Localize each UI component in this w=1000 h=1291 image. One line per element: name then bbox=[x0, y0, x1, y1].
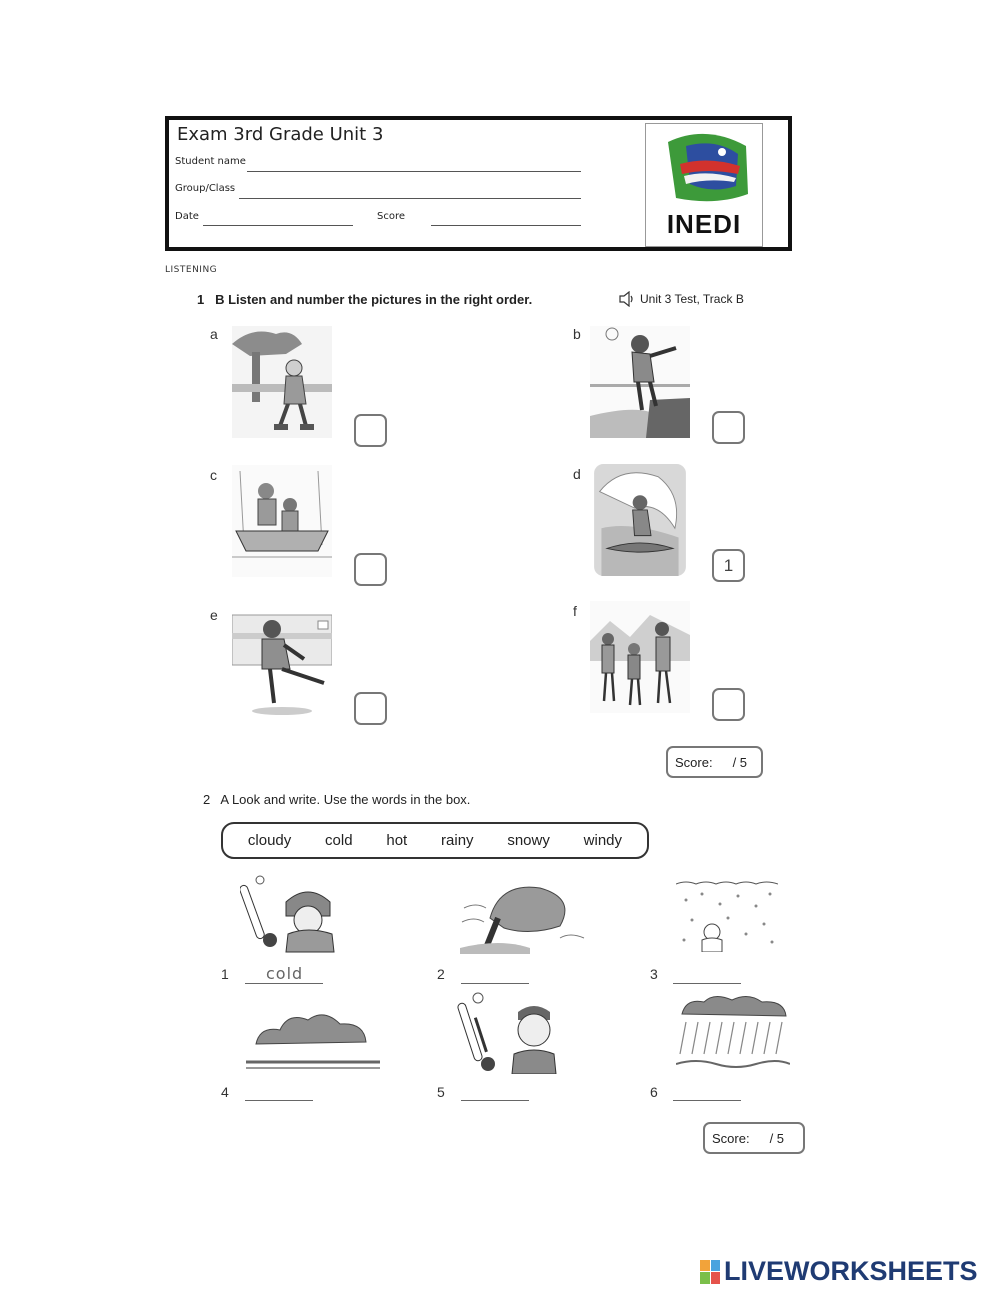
exercise2-score-total: / 5 bbox=[769, 1130, 785, 1146]
speaker-icon[interactable] bbox=[618, 291, 636, 307]
group-class-label: Group/Class bbox=[175, 183, 236, 194]
write-line-2[interactable] bbox=[461, 983, 529, 984]
hot-thermometer-boy-picture bbox=[456, 990, 568, 1074]
word-cold: cold bbox=[325, 832, 353, 849]
exam-header bbox=[165, 116, 792, 251]
diving-boy-picture bbox=[590, 326, 690, 438]
word-rainy: rainy bbox=[441, 832, 474, 849]
answer-box-a[interactable] bbox=[354, 414, 387, 447]
snowy-snowman-picture bbox=[676, 880, 778, 952]
liveworksheets-brand[interactable] bbox=[700, 1256, 978, 1287]
fishing-kids-boat-picture bbox=[232, 465, 332, 577]
score-label: Score bbox=[377, 211, 406, 222]
write-line-6[interactable] bbox=[673, 1100, 741, 1101]
exercise1-score-total: / 5 bbox=[732, 754, 748, 770]
answer-box-d[interactable]: 1 bbox=[712, 549, 745, 582]
inedi-emblem-icon bbox=[646, 124, 763, 214]
write-line-5[interactable] bbox=[461, 1100, 529, 1101]
item-letter-e: e bbox=[210, 607, 218, 623]
answer-box-b[interactable] bbox=[712, 411, 745, 444]
item-letter-a: a bbox=[210, 326, 218, 342]
exercise2-score-label: Score: bbox=[712, 1130, 750, 1146]
brand-name: LIVEWORKSHEETS bbox=[724, 1256, 978, 1286]
item-number-5: 5 bbox=[437, 1084, 445, 1100]
exam-title: Exam 3rd Grade Unit 3 bbox=[177, 124, 384, 145]
logo-tile-1 bbox=[700, 1260, 710, 1272]
write-line-4[interactable] bbox=[245, 1100, 313, 1101]
logo-tile-3 bbox=[700, 1272, 710, 1284]
exercise2-number: 2 bbox=[203, 792, 211, 807]
exercise2-score-box[interactable] bbox=[703, 1122, 805, 1154]
item-number-4: 4 bbox=[221, 1084, 229, 1100]
write-line-3[interactable] bbox=[673, 983, 741, 984]
write-line-1[interactable] bbox=[245, 983, 323, 984]
section-label: LISTENING bbox=[165, 265, 218, 275]
answer-box-f[interactable] bbox=[712, 688, 745, 721]
item-letter-d: d bbox=[573, 466, 581, 482]
item-letter-b: b bbox=[573, 326, 581, 342]
windy-tree-picture bbox=[460, 878, 588, 954]
rollerblading-boy-picture bbox=[232, 326, 332, 438]
rainy-clouds-picture bbox=[676, 992, 790, 1074]
logo-tile-2 bbox=[711, 1260, 721, 1272]
logo-tile-4 bbox=[711, 1272, 721, 1284]
cloudy-sky-picture bbox=[246, 1004, 380, 1074]
answer-box-c[interactable] bbox=[354, 553, 387, 586]
answer-box-e[interactable] bbox=[354, 692, 387, 725]
date-line[interactable] bbox=[203, 225, 353, 226]
exercise1-number: 1 bbox=[197, 292, 205, 307]
exercise2-text: Look and write. Use the words in the box. bbox=[231, 792, 471, 807]
word-cloudy: cloudy bbox=[247, 832, 292, 849]
item-number-2: 2 bbox=[437, 966, 445, 982]
logo-wordmark: INEDI bbox=[666, 209, 742, 239]
family-hiking-picture bbox=[590, 601, 690, 713]
exercise2-letter: A bbox=[220, 792, 229, 807]
word-bank bbox=[221, 822, 649, 859]
item-letter-f: f bbox=[573, 603, 577, 619]
exercise1-letter: B bbox=[215, 292, 225, 307]
cold-thermometer-girl-picture bbox=[240, 872, 340, 956]
date-label: Date bbox=[175, 211, 199, 222]
inedi-logo bbox=[645, 123, 763, 247]
item-number-1: 1 bbox=[221, 966, 229, 982]
item-number-3: 3 bbox=[650, 966, 658, 982]
word-snowy: snowy bbox=[507, 832, 550, 849]
audio-track[interactable] bbox=[618, 291, 744, 307]
ice-skating-boy-picture bbox=[232, 607, 332, 719]
exercise1-text: Listen and number the pictures in the right order. bbox=[228, 292, 533, 307]
item-letter-c: c bbox=[210, 467, 217, 483]
exercise2-instruction bbox=[203, 792, 470, 807]
student-name-label: Student name bbox=[175, 156, 246, 167]
liveworksheets-logo-icon bbox=[700, 1260, 720, 1284]
word-windy: windy bbox=[583, 832, 623, 849]
word-hot: hot bbox=[386, 832, 408, 849]
score-line[interactable] bbox=[431, 225, 581, 226]
surfing-girl-picture bbox=[590, 464, 690, 576]
track-label: Unit 3 Test, Track B bbox=[640, 292, 744, 306]
exercise1-score-box[interactable] bbox=[666, 746, 763, 778]
student-name-line[interactable] bbox=[247, 171, 581, 172]
exercise1-score-label: Score: bbox=[675, 754, 713, 770]
group-class-line[interactable] bbox=[239, 198, 581, 199]
item-number-6: 6 bbox=[650, 1084, 658, 1100]
write-answer-1[interactable]: cold bbox=[266, 964, 304, 983]
exercise1-instruction bbox=[197, 292, 532, 307]
